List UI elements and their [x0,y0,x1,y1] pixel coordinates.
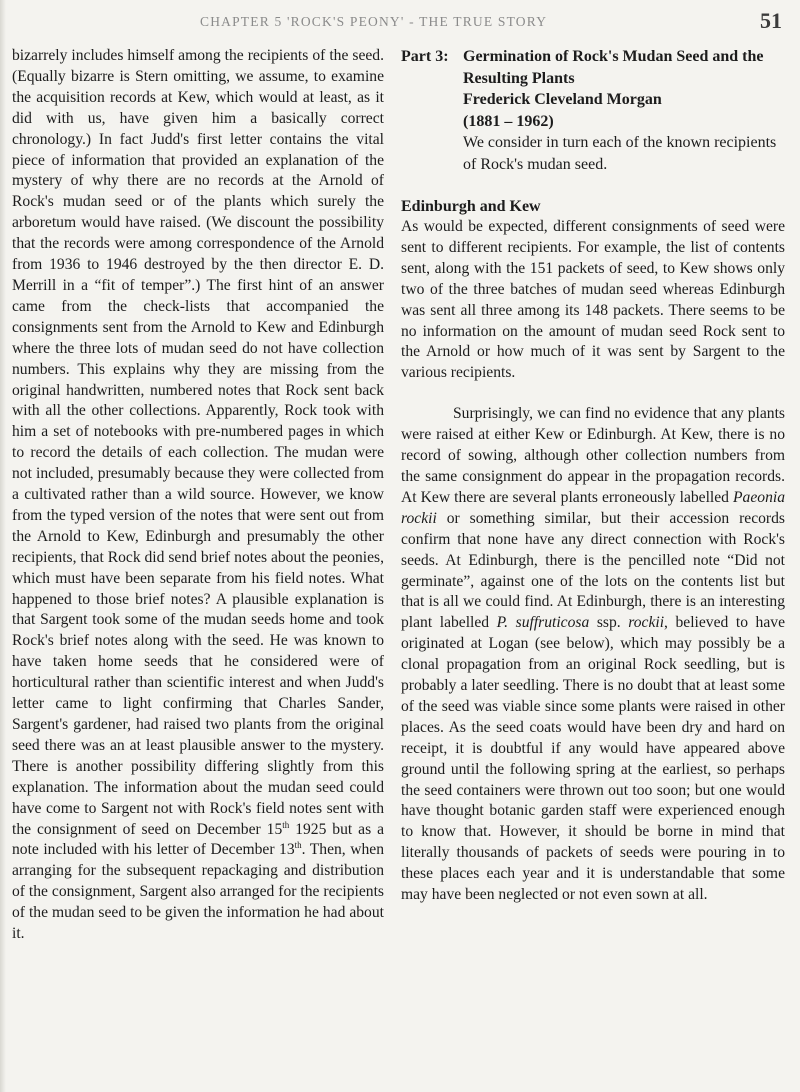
para2-text-c: ssp. [589,614,629,632]
left-text-2: 1925 but as a note included with his letter of December 13 [12,820,384,859]
part-title: Germination of Rock's Mudan Seed and the Resulting Plants [463,48,764,87]
subspecies-name-rockii: rockii [628,614,665,632]
page-number: 51 [760,8,782,33]
page-header [0,8,800,38]
left-text-3: . Then, when arranging for the subsequent repackaging and distribution of the consignment, Sargent also arranged for the recipients of the mudan seed to be given the information he had about it. [12,841,384,943]
part-author: Frederick Cleveland Morgan [463,91,662,108]
para2-text-a: Surprisingly, we can find no evidence that any plants were raised at either Kew or Edinburgh. At Kew, there is no record of sowing, although other collection numbers from the same consignment do appear in the propagation records. At Kew there are several plants erroneously labelled [401,405,785,506]
right-column [401,46,785,906]
superscript-th-2: th [294,840,302,851]
part-heading [401,46,785,175]
species-name-suffruticosa: P. suffruticosa [496,614,590,632]
part-label: Part 3: [401,48,449,65]
right-paragraph-2 [401,404,785,906]
para2-text-b: or something similar, but their accession records confirm that none have any direct connection with Rock's seeds. At Edinburgh, there is the pencilled note “Did not germinate”, against one of the lots on the contents list but that is all we could find. At Edinburgh, there is an interesting plant labelled [401,509,785,632]
right-paragraph-1: As would be expected, different consignments of seed were sent to different recipients. For example, the list of contents sent, along with the 151 packets of seed, to Kew shows only two of the three batches of mudan seed whereas Edinburgh was sent all three among its 148 packets. There seems to be no information on the amount of mudan seed Rock sent to the Arnold or how much of it was sent by Sargent to the various recipients. [401,218,785,382]
left-text-1: bizarrely includes himself among the recipients of the seed. (Equally bizarre is Stern omitting, we assume, to examine the acquisition records at Kew, which would at least, as it did with us, have given him a basically correct chronology.) In fact Judd's first letter contains the vital piece of information that provided an explanation of the mystery of why there are no records at the Arnold of Rock's mudan seed or of the plants which surely the arboretum would have raised. (We discount the possibility that the records were among correspondence of the Arnold from 1936 to 1946 destroyed by the then director E. D. Merrill in a “fit of temper”.) The first hint of an answer came from the check-lists that accompanied the consignments sent from the Arnold to Kew and Edinburgh where the three lots of mudan seed do not have collection numbers. This explains why they are missing from the original handwritten, numbered notes that Rock sent back with all the other collections. Apparently, Rock took with him a set of notebooks with pre-numbered pages in which to record the details of each collection. The mudan were not included, presumably because they were collected from a cultivated rather than a wild source. However, we know from the typed version of the notes that were sent out from the Arnold to Kew, Edinburgh and presumably the other recipients, that Rock did send brief notes about the peonies, which must have been separate from his field notes. What happened to those brief notes? A plausible explanation is that Sargent took some of the mudan seeds home and took Rock's brief notes along with the seed. He was known to have taken home seeds that he considered were of horticultural rather than scientific interest and when Judd's letter came to light confirming that Charles Sander, Sargent's gardener, had raised two plants from the original seed there was an at least plausible answer to the mystery. There is another possibility differing slightly from this explanation. The information about the mudan seed could have come to Sargent not with Rock's field notes sent with the consignment of seed on December 15 [12,47,384,838]
left-paragraph [12,46,384,945]
page-edge [0,0,6,1092]
running-head: CHAPTER 5 'ROCK'S PEONY' - THE TRUE STORY [200,14,548,29]
para2-text-d: , believed to have originated at Logan (see below), which may possibly be a clonal propagation from an original Rock seedling, but is probably a later seedling. There is no doubt that at least some of the seed was viable since some plants were raised in other places. As the seed coats would have been dry and hard on receipt, it is doubtful if any would have appeared above ground until the following spring at the earliest, so perhaps the seed containers were thrown out too soon; but one would have thought botanic garden staff were experienced enough to know that. However, it should be borne in mind that literally thousands of packets of seeds were pouring in to these places each year and it is understandable that some may have been neglected or not even sown at all. [401,614,785,904]
part-heading-body [463,46,785,175]
species-name-paeonia-rockii: Paeonia rockii [401,488,785,527]
section-heading: Edinburgh and Kew [401,198,541,215]
superscript-th-1: th [282,819,290,830]
part-dates: (1881 – 1962) [463,112,554,130]
part-note: We consider in turn each of the known recipients of Rock's mudan seed. [463,134,777,173]
left-column [12,46,384,945]
